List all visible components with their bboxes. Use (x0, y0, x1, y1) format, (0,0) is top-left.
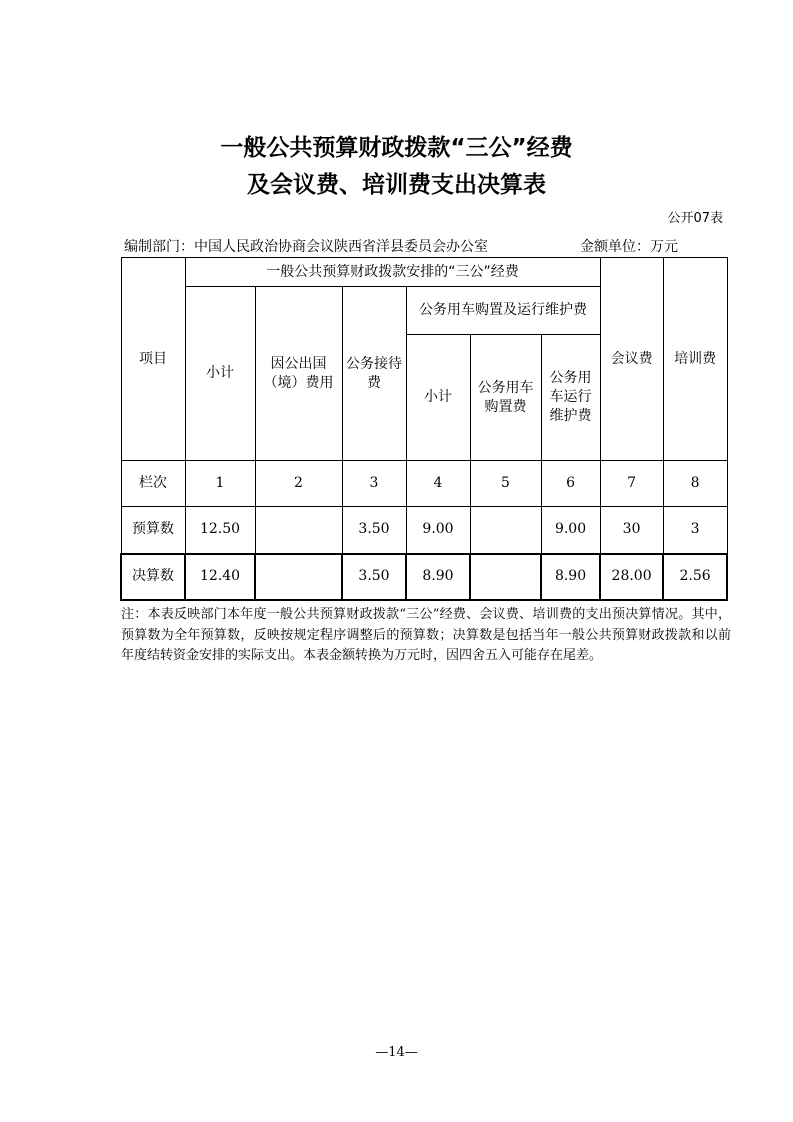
amount-unit: 金额单位：万元 (580, 239, 678, 255)
table-cell: 3 (663, 507, 727, 554)
table-cell: 2.56 (663, 554, 727, 600)
table-cell (255, 554, 342, 600)
expenditure-table (120, 257, 728, 601)
header-training-fee: 培训费 (663, 258, 727, 461)
table-cell: 12.40 (185, 554, 255, 600)
table-note: 注：本表反映部门本年度一般公共预算财政拨款“三公”经费、会议费、培训费的支出预决算情况。其中，预算数为全年预算数，反映按规定程序调整后的预算数；决算数是包括当年一般公共预算财政拨款和以前年度结转资金安排的实际支出。本表金额转换为万元时，因四舍五入可能存在尾差。 (121, 607, 731, 663)
table-cell: 9.00 (406, 507, 470, 554)
header-vehicle-purchase: 公务用车购置费 (470, 335, 541, 461)
row-label: 栏次 (121, 461, 185, 507)
table-cell (470, 507, 541, 554)
column-index: 4 (406, 461, 470, 507)
compiling-department: 编制部门：中国人民政治协商会议陕西省洋县委员会办公室 (124, 239, 488, 255)
row-label: 预算数 (121, 507, 185, 554)
header-item: 项目 (121, 258, 185, 461)
page-number: —14— (375, 1045, 418, 1060)
row-label: 决算数 (121, 554, 185, 600)
table-cell: 3.50 (342, 507, 406, 554)
table-cell: 3.50 (342, 554, 406, 600)
header-meeting-fee: 会议费 (600, 258, 663, 461)
column-index: 5 (470, 461, 541, 507)
header-three-public-group: 一般公共预算财政拨款安排的“三公”经费 (185, 258, 600, 287)
column-index: 3 (342, 461, 406, 507)
table-cell: 12.50 (185, 507, 255, 554)
column-index: 6 (541, 461, 600, 507)
table-row (121, 461, 727, 507)
header-subtotal: 小计 (185, 287, 255, 461)
column-index: 2 (255, 461, 342, 507)
header-vehicle-subtotal: 小计 (406, 335, 470, 461)
table-cell (470, 554, 541, 600)
table-cell: 30 (600, 507, 663, 554)
column-index: 1 (185, 461, 255, 507)
table-cell: 9.00 (541, 507, 600, 554)
header-vehicle-group: 公务用车购置及运行维护费 (406, 287, 600, 335)
page-title-line-2: 及会议费、培训费支出决算表 (247, 172, 546, 198)
header-abroad-fee: 因公出国（境）费用 (255, 287, 342, 461)
column-index: 7 (600, 461, 663, 507)
header-reception-fee: 公务接待费 (342, 287, 406, 461)
table-cell: 28.00 (600, 554, 663, 600)
table-row (121, 507, 727, 554)
table-row (121, 554, 727, 600)
header-vehicle-maintenance: 公务用车运行维护费 (541, 335, 600, 461)
form-number: 公开07表 (667, 211, 723, 226)
table-cell: 8.90 (406, 554, 470, 600)
column-index: 8 (663, 461, 727, 507)
table-cell (255, 507, 342, 554)
table-cell: 8.90 (541, 554, 600, 600)
page-title-line-1: 一般公共预算财政拨款“三公”经费 (220, 135, 573, 161)
